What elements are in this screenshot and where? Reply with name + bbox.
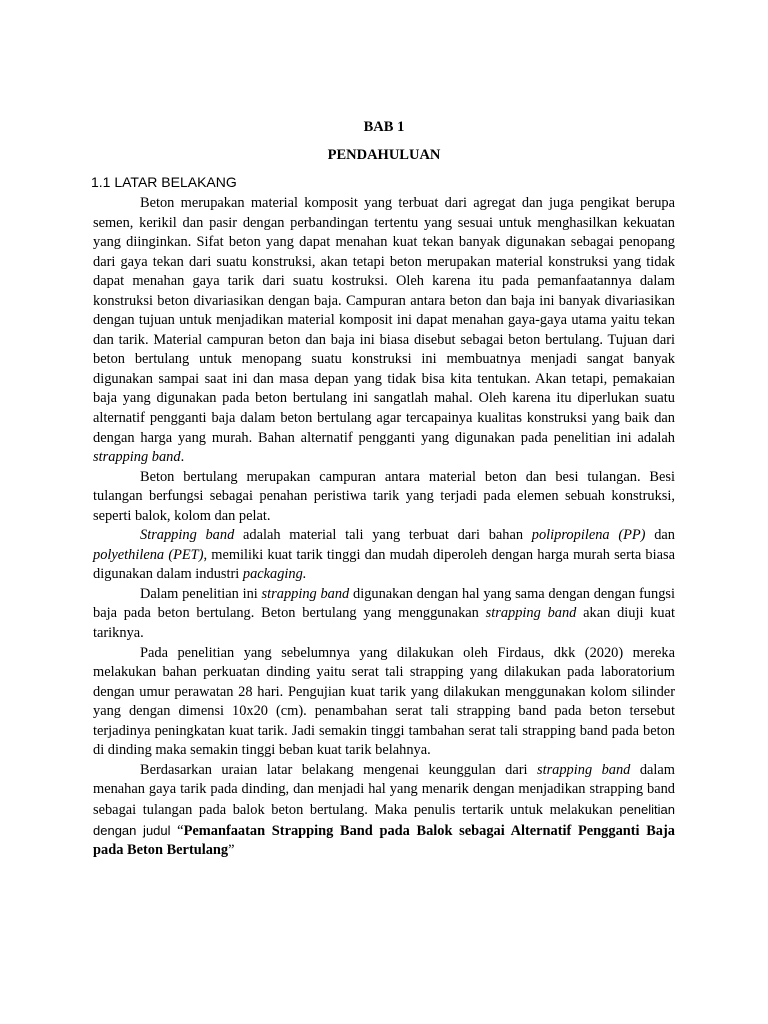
section-heading: 1.1 LATAR BELAKANG <box>91 174 237 190</box>
paragraph-5: Pada penelitian yang sebelumnya yang dilakukan oleh Firdaus, dkk (2020) mereka melakukan bahan perkuatan dinding yaitu serat tali strapping yang dilakukan pada laboratorium dengan umur perawatan 28 hari. Pengujian kuat tarik yang dilakukan menggunakan kolom silinder yang dengan dimensi 10x20 (cm). penambahan serat tali strapping band pada beton tersebut terjadinya peningkatan kuat tarik. Jadi semakin tinggi tambahan serat tali strapping band pada beton di dinding maka semakin tinggi beban kuat tarik belahnya. <box>93 644 675 759</box>
paragraph-2: Beton bertulang merupakan campuran antara material beton dan besi tulangan. Besi tulangan berfungsi sebagai penahan peristiwa tarik yang terjadi pada elemen sebuah konstruksi, seperti balok, kolom dan pelat. <box>93 468 675 524</box>
research-title: Pemanfaatan Strapping Band pada Balok sebagai Alternatif Pengganti Baja pada Beton Bertulang <box>93 822 675 859</box>
chapter-number: BAB 1 <box>363 119 405 135</box>
paragraph-4: Dalam penelitian ini strapping band digunakan dengan hal yang sama dengan dengan fungsi baja pada beton bertulang. Beton bertulang yang menggunakan strapping band akan diuji kuat tariknya. <box>93 585 675 642</box>
body-text <box>93 194 675 861</box>
chapter-title: PENDAHULUAN <box>327 147 441 163</box>
paragraph-1: Beton merupakan material komposit yang terbuat dari agregat dan juga pengikat berupa semen, kerikil dan pasir dengan perbandingan tertentu yang sesuai untuk menghasilkan kekuatan yang diinginkan. Sifat beton yang dapat menahan kuat tekan banyak digunakan sebagai penopang dari gaya tekan dari suatu konstruksi, akan tetapi beton merupakan material konstruksi yang tidak dapat menahan gaya tarik dari suatu kostruksi. Oleh karena itu pada pemanfaatannya dalam konstruksi beton divariasikan dengan baja. Campuran antara beton dan baja ini banyak divariasikan dengan tujuan untuk menjadikan material komposit ini dapat menahan gaya-gaya utama yaitu tekan dan tarik. Material campuran beton dan baja ini biasa disebut sebagai beton bertulang. Tujuan dari beton bertulang untuk menopang suatu konstruksi ini membuatnya menjadi sangat banyak digunakan sampai saat ini dan masa depan yang tidak bisa kita tentukan. Akan tetapi, pemakaian baja yang digunakan pada beton bertulang ini sangatlah mahal. Oleh karena itu diperlukan suatu alternatif pengganti baja dalam beton bertulang agar tercapainya kualitas konstruksi yang baik dan dengan harga yang murah. Bahan alternatif pengganti yang digunakan pada penelitian ini adalah strapping band. <box>93 195 675 466</box>
paragraph-3: Strapping band adalah material tali yang terbuat dari bahan polipropilena (PP) dan polyethilena (PET), memiliki kuat tarik tinggi dan mudah diperoleh dengan harga murah serta biasa digunakan dalam industri packaging. <box>93 527 675 583</box>
paragraph-6: Berdasarkan uraian latar belakang mengenai keunggulan dari strapping band dalam menahan gaya tarik pada dinding, dan menjadi hal yang menarik dengan menjadikan strapping band sebagai tulangan pada balok beton bertulang. Maka penulis tertarik untuk melakukan penelitian dengan judul “Pemanfaatan Strapping Band pada Balok sebagai Alternatif Pengganti Baja pada Beton Bertulang” <box>93 761 675 859</box>
